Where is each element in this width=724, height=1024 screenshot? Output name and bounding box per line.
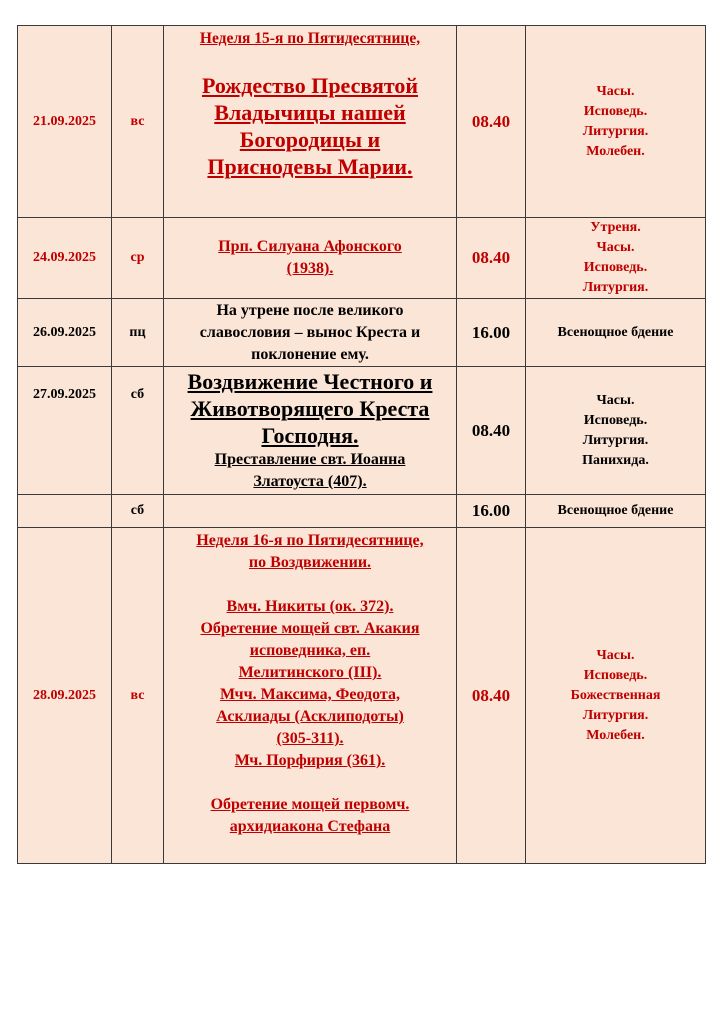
feast-line: (305-311). [276,730,344,747]
weekday-cell: сб [112,367,164,495]
feast-line: Асклиады (Асклиподоты) [216,708,404,725]
time-cell: 08.40 [457,367,526,495]
time-cell: 16.00 [457,495,526,528]
feast-sub-line: Преставление свт. Иоанна [214,451,406,468]
service-item: Исповедь. [583,260,648,275]
feast-line: (1938). [286,260,334,277]
services-cell [526,367,706,495]
table-row [18,528,706,864]
service-item: Литургия. [582,280,649,295]
service-item: Литургия. [582,123,649,139]
feast-line: Мчч. Максима, Феодота, [220,686,400,703]
service-item: Часы. [596,83,635,99]
feast-line: поклонение ему. [251,345,369,363]
service-item: Божественная [570,687,661,703]
table-row [18,26,706,218]
time-cell: 16.00 [457,299,526,367]
feast-title-line: Животворящего Креста [190,396,430,421]
feast-title-line: Владычицы нашей [214,100,406,125]
date-cell: 21.09.2025 [18,26,112,218]
schedule-table [17,25,706,864]
services-cell [526,218,706,299]
feast-title-line: Воздвижение Честного и [187,369,433,394]
service-item: Исповедь. [583,103,648,119]
date-cell: 26.09.2025 [18,299,112,367]
feast-heading: Неделя 16-я по Пятидесятнице, [196,532,424,549]
time-cell: 08.40 [457,528,526,864]
feast-heading: Неделя 15-я по Пятидесятнице, [199,30,421,47]
service-item: Литургия. [582,432,649,448]
service-item: Панихида. [582,452,649,468]
feast-line: Вмч. Никиты (ок. 372). [226,598,394,615]
services-cell [526,26,706,218]
table-row [18,495,706,528]
feast-title-line: Рождество Пресвятой [201,73,419,98]
time-cell: 08.40 [457,218,526,299]
service-item: Часы. [596,392,635,408]
feast-line: исповедника, еп. [249,642,371,659]
feast-cell [164,528,457,864]
service-item: Молебен. [586,143,645,159]
services-cell [526,495,706,528]
services-cell [526,299,706,367]
feast-heading: по Воздвижении. [248,554,372,571]
service-item: Часы. [596,647,635,663]
service-item: Исповедь. [583,667,648,683]
feast-sub-line: Златоуста (407). [253,473,367,490]
feast-cell [164,218,457,299]
weekday-cell: пц [112,299,164,367]
table-row [18,299,706,367]
feast-title-line: Приснодевы Марии. [207,154,413,179]
service-item: Утреня. [590,220,641,235]
service-item: Молебен. [586,727,645,743]
feast-cell [164,367,457,495]
feast-title-line: Господня. [261,423,359,448]
feast-line: архидиакона Стефана [229,818,391,835]
table-row [18,218,706,299]
date-cell: 24.09.2025 [18,218,112,299]
weekday-cell: вс [112,26,164,218]
feast-line: На утрене после великого [216,301,404,319]
feast-line: Мч. Порфирия (361). [234,752,386,769]
feast-cell [164,299,457,367]
feast-line: Прп. Силуана Афонского [218,238,402,255]
feast-title-line: Богородицы и [239,127,381,152]
feast-cell [164,495,457,528]
service-item: Всенощное бдение [557,503,674,518]
date-cell: 28.09.2025 [18,528,112,864]
weekday-cell: вс [112,528,164,864]
table-row [18,367,706,495]
weekday-cell: ср [112,218,164,299]
service-item: Литургия. [582,707,649,723]
feast-cell [164,26,457,218]
service-item: Всенощное бдение [557,324,674,340]
feast-line: Обретение мощей первомч. [210,796,410,813]
time-cell: 08.40 [457,26,526,218]
service-item: Часы. [596,240,635,255]
date-cell: 27.09.2025 [18,367,112,495]
weekday-cell: сб [112,495,164,528]
date-cell [18,495,112,528]
feast-line: славословия – вынос Креста и [199,323,421,341]
service-item: Исповедь. [583,412,648,428]
feast-line: Мелитинского (III). [238,664,382,681]
services-cell [526,528,706,864]
feast-line: Обретение мощей свт. Акакия [200,620,420,637]
